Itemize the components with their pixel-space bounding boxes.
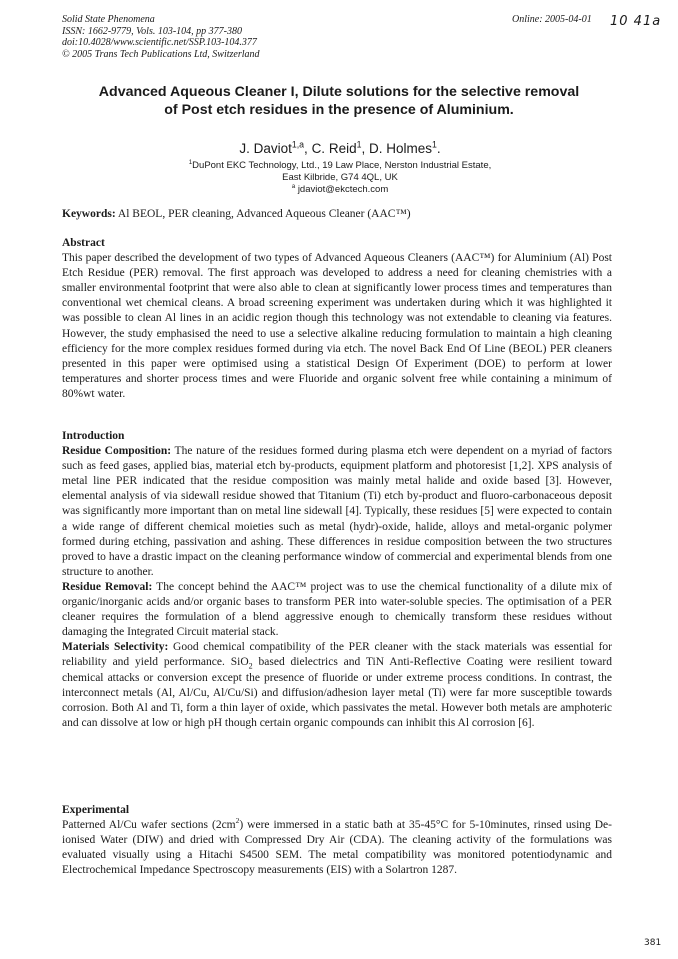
author-1: J. Daviot (239, 141, 292, 156)
affiliation-sup: 1 (188, 158, 193, 166)
author-email: jdaviot@ekctech.com (297, 183, 389, 195)
abstract-heading: Abstract (62, 237, 105, 249)
author-2-sup: 1 (356, 139, 362, 150)
author-list: J. Daviot$^{1,a}$, C. Reid$^1$, D. Holmes$^1$. (239, 139, 441, 156)
residue-composition-paragraph (62, 444, 612, 580)
page-number: 381 (644, 938, 662, 948)
publication-header (62, 14, 260, 60)
affiliation-line-1: DuPont EKC Technology, Ltd., 19 Law Place, Nerston Industrial Estate, (192, 160, 492, 171)
abstract-text: This paper described the development of two types of Advanced Aqueous Cleaners (AAC™) for Aluminium (Al) Post Etch Residue (PER) removal. The first approach was developed to address a need for cleaning chemistries with a smaller environmental footprint that were also able to clean at significantly lower process times and temperatures than conventional wet chemical cleans. A broad screening experiment was undertaken during which it was highlighted it was possible to clean Al lines in an acidic region though this technology was not extendable to cleaning via features. However, the study emphasised the need to use a selective alkaline reducing formulation to maintain a high cleaning efficiency for the more complex residues formed during via etch. The novel Back End Of Line (BEOL) PER cleaners presented in this paper were optimised using a statistical Design Of Experiment (DOE) to perform at lower temperatures and shorter process times and were Fluoride and organic solvent free while containing a minimum of 80%wt water. (62, 252, 612, 400)
residue-removal-paragraph (62, 580, 612, 640)
title-line-1: Advanced Aqueous Cleaner I, Dilute solutions for the selective removal (98, 84, 580, 100)
journal-name: Solid State Phenomena (62, 14, 155, 25)
author-3-sup: 1 (432, 139, 437, 150)
experimental-text (62, 818, 612, 878)
keywords-text: Al BEOL, PER cleaning, Advanced Aqueous Cleaner (AAC™) (117, 208, 411, 220)
experimental-section (62, 803, 612, 878)
affiliation-line-2: East Kilbride, G74 4QL, UK (282, 171, 398, 183)
keywords-label: Keywords: (62, 208, 116, 220)
paper-title (50, 83, 628, 119)
handwritten-note: 10 41a (610, 14, 662, 29)
doi-line: doi:10.4028/www.scientific.net/SSP.103-104.377 (62, 37, 257, 48)
keywords (62, 207, 612, 222)
residue-composition-label: Residue Composition: (62, 445, 172, 458)
experimental-text-a: Patterned Al/Cu wafer sections (2cm (62, 819, 236, 832)
copyright-line: © 2005 Trans Tech Publications Ltd, Switzerland (62, 48, 260, 60)
email-sup: a (291, 182, 296, 190)
materials-selectivity-paragraph (62, 640, 612, 731)
introduction-section (62, 429, 612, 731)
materials-selectivity-text-a: Good chemical compatibility of the PER cleaner with the stack materials was essential for reliability and yield performance. SiO (62, 641, 612, 669)
author-2: C. Reid (311, 141, 357, 156)
experimental-heading: Experimental (62, 804, 130, 816)
residue-removal-text: The concept behind the AAC™ project was to use the chemical functionality of a dilute mix of organic/inorganic acids and/or organic bases to transform PER into water-soluble species. The optimisation of a PER cleaner requires the formulation of a blend aggressive enough to chemically transform these residues without damaging the Integrated Circuit material stack. (62, 580, 612, 639)
materials-selectivity-text-b: based dielectrics and TiN Anti-Reflective Coating were resilient toward chemical attacks or conversion except the presence of fluoride or under extreme process conditions. In contrast, the interconnect metals (Al, Al/Cu, Al/Cu/Si) and diffusion/adhesion layer metal (Ti) were far more susceptible towards corrosion. Both Al and Ti, form a thin layer of oxide, which passivates the metal. However both metals are amphoteric and can dissolve at low or high pH though certain organic compounds can inhibit this Al corrosion [6]. (62, 656, 612, 729)
experimental-sup: 2 (235, 816, 240, 826)
residue-removal-label: Residue Removal: (62, 580, 153, 593)
experimental-text-b: ) were immersed in a static bath at 35-45°C for 5-10minutes, rinsed using De-ionised Water (DIW) and dried with Compressed Dry Air (CDA). The cleaning activity of the formulations was evaluated visually using a Hitachi S4500 SEM. The metal compatibility was monitored potentiodynamic and Electrochemical Impedance Spectroscopy measurements (EIS) with a Solartron 1287. (62, 819, 612, 877)
materials-selectivity-sub: 2 (248, 661, 253, 671)
affiliation (60, 160, 620, 195)
introduction-heading: Introduction (62, 430, 125, 442)
abstract-section (62, 236, 612, 402)
materials-selectivity-label: Materials Selectivity: (62, 641, 169, 654)
title-line-2: of Post etch residues in the presence of Aluminium. (164, 102, 514, 118)
author-1-sup: 1,a (291, 139, 305, 150)
issn-line: ISSN: 1662-9779, Vols. 103-104, pp 377-380 (62, 25, 242, 37)
author-3: D. Holmes (368, 141, 432, 156)
residue-composition-text: The nature of the residues formed during plasma etch were dependent on a myriad of factors such as feed gases, applied bias, material etch by-products, equipment platform and photoresist [1,2]. XPS analysis of metal line PER indicated that the residue composition was mainly metal halide and oxide based [3]. However, elemental analysis of via sidewall residue showed that Titanium (Ti) etch by-product and fluoro-carbonaceous deposit was significantly more important than on metal line sidewall [4]. Typically, these residues [5] were expected to contain a wide range of different chemical moieties such as metal (hydr)-oxide, halide, alloys and metal-organic polymer formed during etching, passivation and ashing. These differences in residue composition between the two structures proved to have a drastic impact on the cleaning performance window of commercial and experimental blends from one structure to another. (62, 445, 612, 578)
online-date: Online: 2005-04-01 (512, 14, 592, 25)
